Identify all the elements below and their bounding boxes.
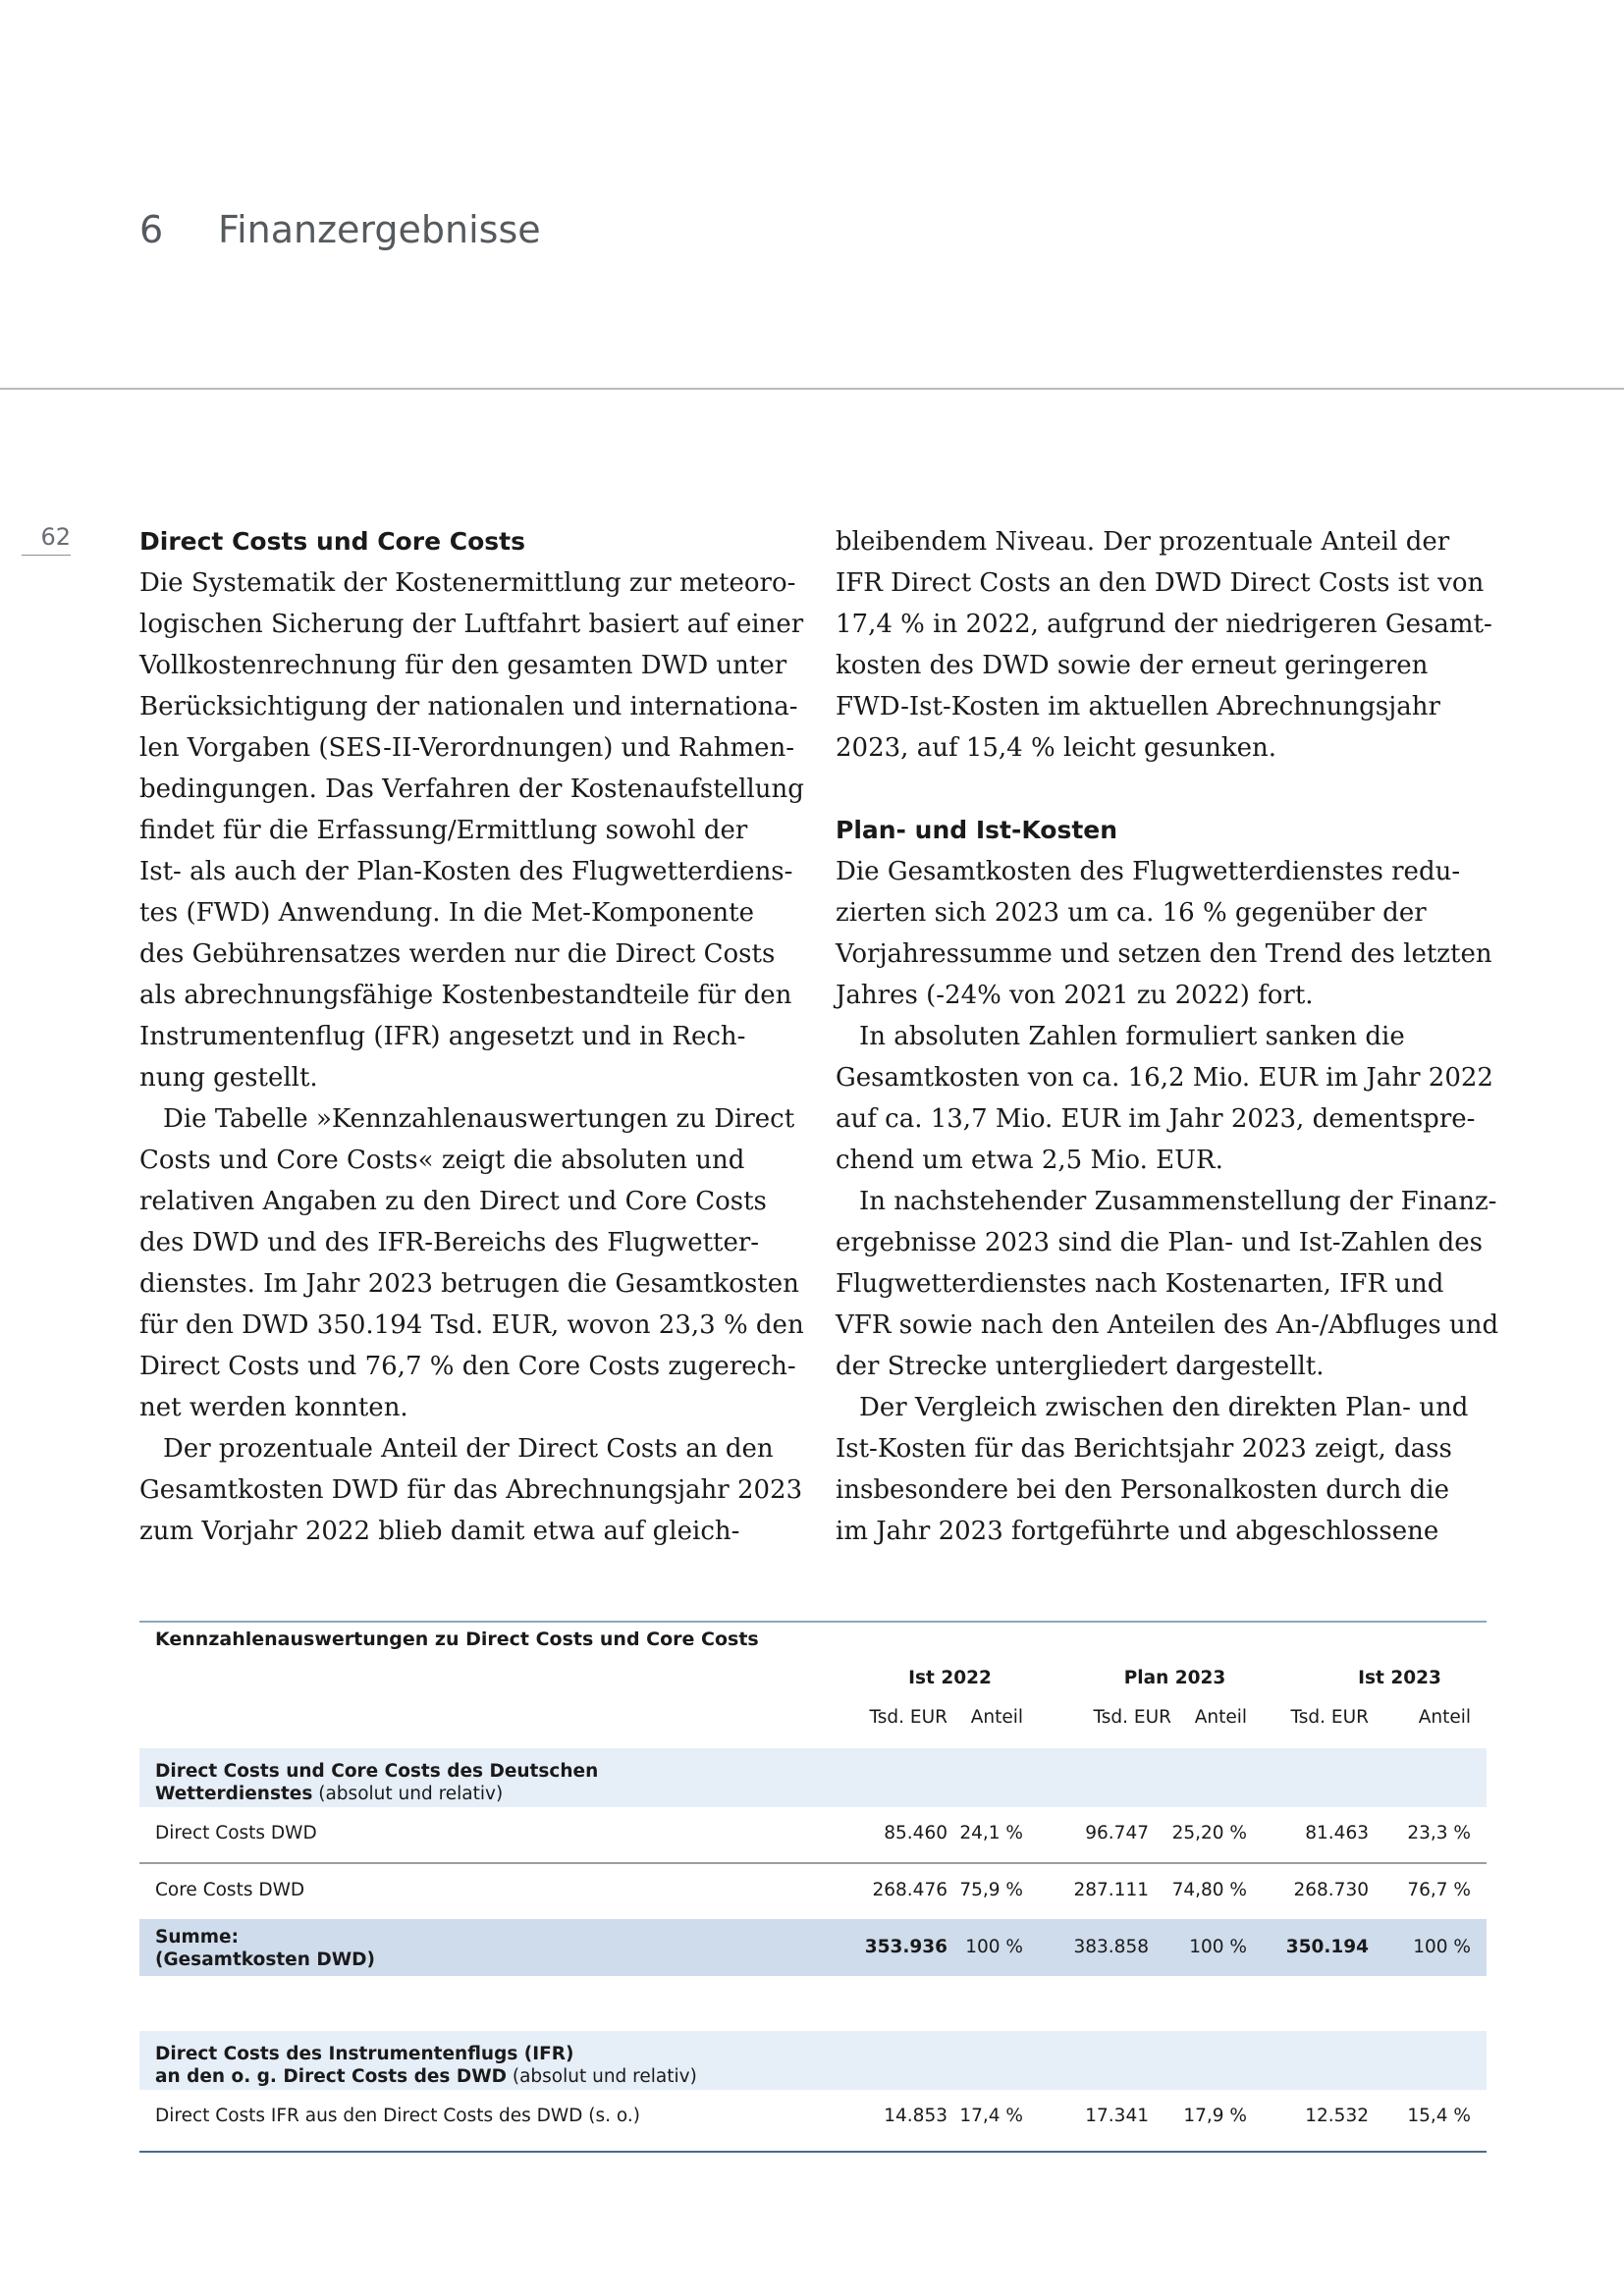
table-row-sum (139, 1919, 1487, 1976)
section-label (155, 2043, 697, 2088)
subheader-tsd-eur: Tsd. EUR (1093, 1707, 1171, 1728)
text-line: VFR sowie nach den Anteilen des An-/Abfluges und (836, 1310, 1499, 1340)
text-line: der Strecke untergliedert dargestellt. (836, 1352, 1325, 1381)
sum-label-line1: Summe: (155, 1927, 239, 1948)
text-line: FWD-Ist-Kosten im aktuellen Abrechnungsjahr (836, 692, 1440, 721)
text-line: Vorjahressumme und setzen den Trend des letzten (836, 939, 1492, 969)
table-row-direct-costs-dwd (139, 1807, 1487, 1862)
text-line: In nachstehender Zusammenstellung der Finanz- (859, 1187, 1497, 1216)
group-ist-2022: Ist 2022 (908, 1668, 992, 1688)
cell-value: 100 % (1413, 1937, 1471, 1957)
text-line: für den DWD 350.194 Tsd. EUR, wovon 23,3 % den (139, 1310, 804, 1340)
cell-value: 350.194 (1285, 1937, 1369, 1957)
text-line: chend um etwa 2,5 Mio. EUR. (836, 1146, 1223, 1175)
cell-value: 12.532 (1305, 2106, 1369, 2126)
text-line: 2023, auf 15,4 % leicht gesunken. (836, 733, 1277, 763)
text-line: 17,4 % in 2022, aufgrund der niedrigeren Gesamt- (836, 610, 1492, 639)
cell-value: 74,80 % (1171, 1880, 1247, 1900)
right-paragraphs-bottom (836, 851, 1499, 1552)
chapter-heading (139, 208, 541, 251)
section-label-line1: Direct Costs und Core Costs des Deutschen (155, 1761, 599, 1782)
text-line: Direct Costs und 76,7 % den Core Costs zugerech- (139, 1352, 796, 1381)
text-line: nung gestellt. (139, 1063, 318, 1093)
text-line: IFR Direct Costs an den DWD Direct Costs ist von (836, 568, 1485, 598)
cell-value: 268.730 (1293, 1880, 1369, 1900)
right-text-column (836, 521, 1499, 1552)
text-line: im Jahr 2023 fortgeführte und abgeschlossene (836, 1517, 1439, 1546)
table-spacer (139, 1976, 1487, 2031)
cell-value: 25,20 % (1171, 1823, 1247, 1843)
group-ist-2023: Ist 2023 (1358, 1668, 1441, 1688)
cell-value: 23,3 % (1407, 1823, 1471, 1843)
right-paragraphs-top (836, 521, 1491, 769)
cell-value: 287.111 (1073, 1880, 1149, 1900)
text-line: net werden konnten. (139, 1393, 408, 1422)
text-line: len Vorgaben (SES-II-Verordnungen) und Rahmen- (139, 733, 795, 763)
subheader-anteil: Anteil (1194, 1707, 1247, 1728)
key-figures-table (139, 1621, 1487, 2153)
sum-label (155, 1926, 375, 1971)
text-line: dienstes. Im Jahr 2023 betrugen die Gesamtkosten (139, 1269, 799, 1299)
text-line: Jahres (-24% von 2021 zu 2022) fort. (836, 981, 1314, 1010)
cell-value: 383.858 (1073, 1937, 1149, 1957)
text-line: zum Vorjahr 2022 blieb damit etwa auf gleich- (139, 1517, 740, 1546)
row-label: Core Costs DWD (155, 1880, 305, 1900)
text-line: bedingungen. Das Verfahren der Kostenaufstellung (139, 774, 804, 804)
section-label-line2: Wetterdienstes (155, 1784, 313, 1804)
section-label-note: (absolut und relativ) (506, 2066, 697, 2087)
table-row-direct-costs-ifr (139, 2090, 1487, 2151)
text-line: Die Tabelle »Kennzahlenauswertungen zu Direct (163, 1104, 795, 1134)
table-bottom-rule (139, 2151, 1487, 2153)
text-line: des DWD und des IFR-Bereichs des Flugwetter- (139, 1228, 760, 1257)
paragraph-gap (836, 769, 1491, 810)
cell-value: 24,1 % (959, 1823, 1023, 1843)
cell-value: 353.936 (864, 1937, 947, 1957)
section-label-line2: an den o. g. Direct Costs des DWD (155, 2066, 507, 2087)
cell-value: 100 % (1189, 1937, 1247, 1957)
text-line: Gesamtkosten von ca. 16,2 Mio. EUR im Jahr 2022 (836, 1063, 1493, 1093)
text-line: Vollkostenrechnung für den gesamten DWD unter (139, 651, 787, 680)
table-sub-header (139, 1699, 1487, 1748)
text-line: Instrumentenflug (IFR) angesetzt und in Rech- (139, 1022, 746, 1051)
text-line: Der prozentuale Anteil der Direct Costs an den (163, 1434, 774, 1464)
text-line: Die Systematik der Kostenermittlung zur meteoro- (139, 568, 796, 598)
text-line: tes (FWD) Anwendung. In die Met-Komponente (139, 898, 754, 928)
text-line: Flugwetterdienstes nach Kostenarten, IFR und (836, 1269, 1444, 1299)
row-label: Direct Costs IFR aus den Direct Costs des DWD (s. o.) (155, 2106, 640, 2126)
text-line: Ist-Kosten für das Berichtsjahr 2023 zeigt, dass (836, 1434, 1452, 1464)
cell-value: 81.463 (1305, 1823, 1369, 1843)
text-line: kosten des DWD sowie der erneut geringeren (836, 651, 1429, 680)
subheader-anteil: Anteil (1418, 1707, 1471, 1728)
subheader-tsd-eur: Tsd. EUR (1290, 1707, 1369, 1728)
table-title: Kennzahlenauswertungen zu Direct Costs und Core Costs (155, 1629, 759, 1650)
section-heading-direct-core-costs: Direct Costs und Core Costs (139, 527, 525, 556)
text-line: In absoluten Zahlen formuliert sanken die (859, 1022, 1405, 1051)
cell-value: 15,4 % (1407, 2106, 1471, 2126)
cell-value: 100 % (965, 1937, 1023, 1957)
section-heading-plan-ist-kosten: Plan- und Ist-Kosten (836, 816, 1118, 844)
page-number: 62 (22, 523, 71, 556)
subheader-anteil: Anteil (970, 1707, 1023, 1728)
text-line: Gesamtkosten DWD für das Abrechnungsjahr 2023 (139, 1475, 803, 1505)
left-paragraphs (139, 562, 804, 1552)
text-line: ergebnisse 2023 sind die Plan- und Ist-Zahlen des (836, 1228, 1483, 1257)
text-line: auf ca. 13,7 Mio. EUR im Jahr 2023, dementspre- (836, 1104, 1476, 1134)
left-text-column (139, 521, 804, 1552)
section-label-line1: Direct Costs des Instrumentenflugs (IFR) (155, 2044, 574, 2064)
table-row-core-costs-dwd (139, 1864, 1487, 1919)
cell-value: 96.747 (1085, 1823, 1149, 1843)
cell-value: 268.476 (872, 1880, 947, 1900)
section-row-ifr (139, 2031, 1487, 2090)
text-line: Die Gesamtkosten des Flugwetterdienstes redu- (836, 857, 1461, 886)
text-line: als abrechnungsfähige Kostenbestandteile für den (139, 981, 792, 1010)
text-line: Der Vergleich zwischen den direkten Plan- und (859, 1393, 1469, 1422)
section-row-dwd (139, 1748, 1487, 1807)
cell-value: 17,4 % (959, 2106, 1023, 2126)
text-line: des Gebührensatzes werden nur die Direct Costs (139, 939, 776, 969)
cell-value: 85.460 (884, 1823, 947, 1843)
text-line: Costs und Core Costs« zeigt die absoluten und (139, 1146, 745, 1175)
text-line: Berücksichtigung der nationalen und internationa- (139, 692, 798, 721)
cell-value: 17.341 (1085, 2106, 1149, 2126)
text-line: bleibendem Niveau. Der prozentuale Anteil der (836, 527, 1450, 557)
chapter-title: Finanzergebnisse (218, 208, 541, 251)
section-label-note: (absolut und relativ) (312, 1784, 504, 1804)
cell-value: 76,7 % (1407, 1880, 1471, 1900)
chapter-number: 6 (139, 208, 164, 251)
section-label (155, 1760, 598, 1805)
text-line: Ist- als auch der Plan-Kosten des Flugwetterdiens- (139, 857, 793, 886)
text-line: insbesondere bei den Personalkosten durch die (836, 1475, 1449, 1505)
group-plan-2023: Plan 2023 (1123, 1668, 1226, 1688)
text-line: logischen Sicherung der Luftfahrt basiert auf einer (139, 610, 804, 639)
row-label: Direct Costs DWD (155, 1823, 317, 1843)
text-line: relativen Angaben zu den Direct und Core Costs (139, 1187, 767, 1216)
text-line: zierten sich 2023 um ca. 16 % gegenüber der (836, 898, 1427, 928)
cell-value: 14.853 (884, 2106, 947, 2126)
cell-value: 75,9 % (959, 1880, 1023, 1900)
cell-value: 17,9 % (1183, 2106, 1247, 2126)
subheader-tsd-eur: Tsd. EUR (869, 1707, 947, 1728)
text-line: findet für die Erfassung/Ermittlung sowohl der (139, 816, 748, 845)
sum-label-line2: (Gesamtkosten DWD) (155, 1949, 375, 1970)
header-divider (0, 388, 1624, 390)
table-group-header (139, 1658, 1487, 1699)
